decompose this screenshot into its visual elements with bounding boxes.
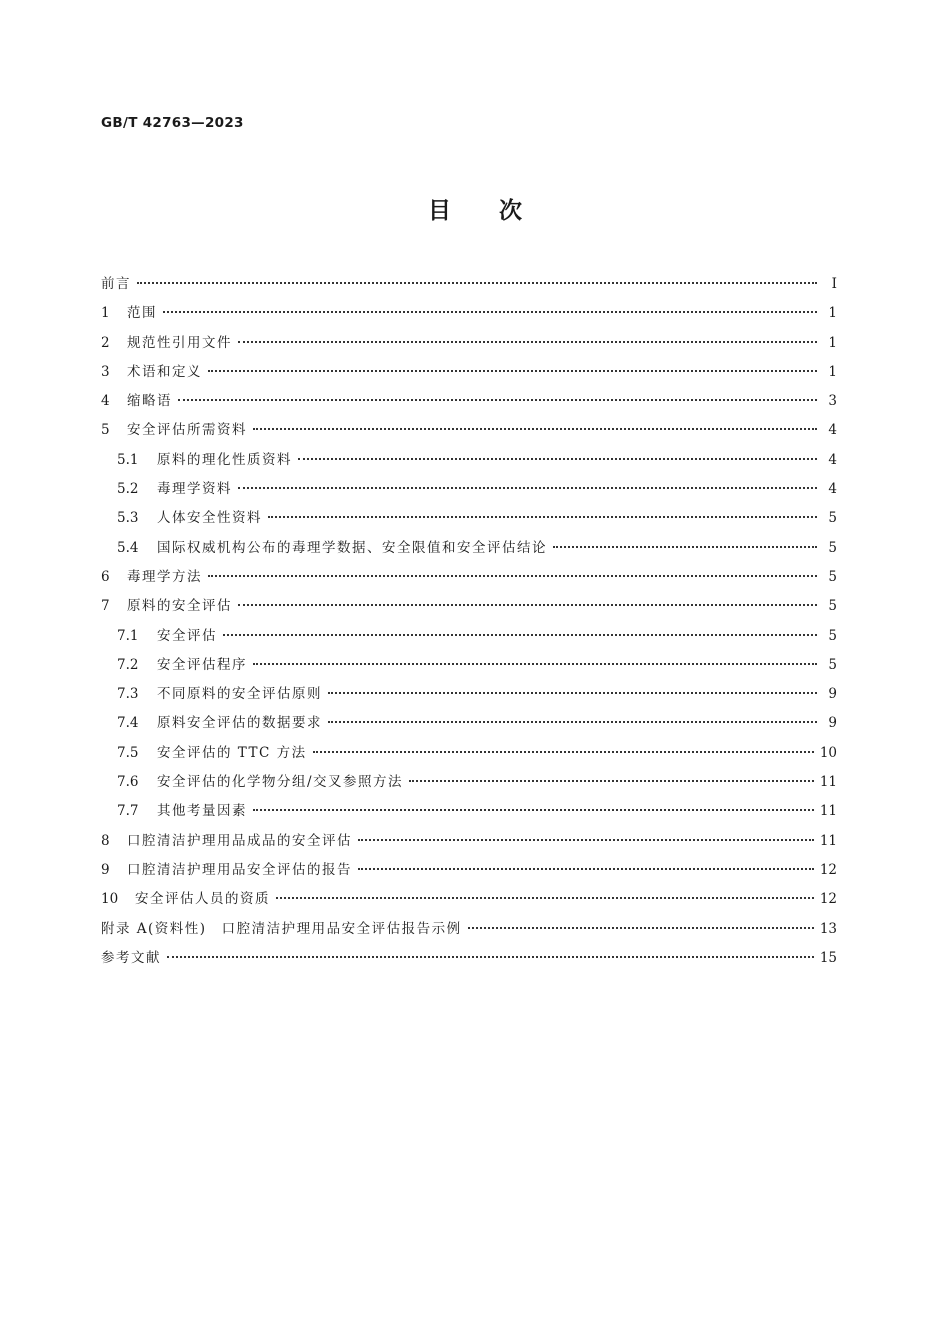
dot-leader	[409, 779, 814, 782]
toc-entry[interactable]	[101, 563, 837, 592]
toc-entry-label: 安全评估人员的资质	[135, 891, 270, 908]
toc-entry-label: 其他考量因素	[157, 803, 247, 820]
toc-entry[interactable]	[101, 739, 837, 768]
toc-entry-label: 安全评估的 TTC 方法	[157, 744, 307, 761]
toc-entry-number: 3	[101, 363, 110, 380]
toc-entry-number: 7.3	[117, 686, 139, 703]
toc-entry[interactable]	[101, 944, 837, 973]
toc-entry-label: 口腔清洁护理用品安全评估的报告	[127, 861, 352, 878]
toc-entry-page: 1	[828, 363, 837, 380]
toc-entry[interactable]	[101, 797, 837, 826]
toc-entry[interactable]	[101, 592, 837, 621]
toc-entry-label: 范围	[127, 305, 157, 322]
dot-leader	[253, 662, 817, 665]
toc-entry-number: 7.5	[117, 744, 139, 761]
toc-entry[interactable]	[101, 680, 837, 709]
toc-entry[interactable]	[101, 827, 837, 856]
dot-leader	[328, 720, 817, 723]
toc-entry-number: 4	[101, 393, 110, 410]
toc-entry-label: 口腔清洁护理用品成品的安全评估	[127, 832, 352, 849]
toc-entry-label: 国际权威机构公布的毒理学数据、安全限值和安全评估结论	[157, 539, 547, 556]
toc-entry-page: 5	[828, 656, 837, 673]
toc-entry-label: 毒理学方法	[127, 568, 202, 585]
toc-entry-label: 安全评估的化学物分组/交叉参照方法	[157, 774, 404, 791]
dot-leader	[223, 633, 817, 636]
toc-entry[interactable]	[101, 299, 837, 328]
toc-entry-number: 5.4	[117, 539, 139, 556]
toc-entry-page: 11	[819, 774, 837, 791]
toc-entry-label: 规范性引用文件	[127, 334, 232, 351]
page-title: 目次	[428, 198, 570, 224]
toc-entry-page: 4	[828, 451, 837, 468]
toc-entry-page: 9	[828, 715, 837, 732]
toc-entry-number: 1	[101, 305, 110, 322]
dot-leader	[238, 603, 817, 606]
toc-entry[interactable]	[101, 475, 837, 504]
dot-leader	[167, 955, 814, 958]
table-of-contents	[101, 270, 837, 973]
toc-entry-page: Ⅰ	[831, 276, 837, 292]
toc-entry-number: 7.1	[117, 627, 139, 644]
dot-leader	[178, 398, 817, 401]
toc-entry-label: 附录 A(资料性) 口腔清洁护理用品安全评估报告示例	[101, 920, 462, 937]
toc-entry-number: 9	[101, 861, 110, 878]
dot-leader	[238, 486, 817, 489]
toc-entry[interactable]	[101, 504, 837, 533]
dot-leader	[358, 838, 814, 841]
toc-entry[interactable]	[101, 915, 837, 944]
toc-entry[interactable]	[101, 358, 837, 387]
toc-entry[interactable]	[101, 416, 837, 445]
dot-leader	[208, 369, 817, 372]
dot-leader	[328, 691, 817, 694]
standard-number: GB/T 42763—2023	[101, 115, 244, 131]
toc-entry[interactable]	[101, 387, 837, 416]
dot-leader	[238, 340, 817, 343]
toc-entry-number: 5	[101, 422, 110, 439]
toc-entry-number: 7.4	[117, 715, 139, 732]
toc-entry-page: 3	[828, 393, 837, 410]
toc-entry-label: 原料的安全评估	[127, 598, 232, 615]
toc-entry-label: 毒理学资料	[157, 481, 232, 498]
toc-entry-label: 参考文献	[101, 949, 161, 966]
toc-entry[interactable]	[101, 885, 837, 914]
toc-entry[interactable]	[101, 534, 837, 563]
toc-entry-page: 5	[828, 510, 837, 527]
toc-entry-page: 5	[828, 627, 837, 644]
toc-entry-number: 6	[101, 568, 110, 585]
toc-entry-number: 2	[101, 334, 110, 351]
toc-entry-page: 1	[828, 334, 837, 351]
toc-entry-number: 7	[101, 598, 110, 615]
dot-leader	[298, 457, 817, 460]
toc-entry[interactable]	[101, 768, 837, 797]
toc-entry-page: 4	[828, 481, 837, 498]
toc-entry[interactable]	[101, 622, 837, 651]
toc-entry-page: 4	[828, 422, 837, 439]
toc-entry-page: 11	[819, 832, 837, 849]
toc-entry[interactable]	[101, 856, 837, 885]
dot-leader	[137, 281, 817, 284]
toc-entry-page: 12	[819, 861, 837, 878]
toc-entry-number: 5.3	[117, 510, 139, 527]
dot-leader	[553, 545, 817, 548]
toc-entry-number: 7.7	[117, 803, 139, 820]
dot-leader	[313, 750, 814, 753]
toc-entry-number: 10	[101, 891, 119, 908]
dot-leader	[358, 867, 814, 870]
toc-entry-label: 安全评估所需资料	[127, 422, 247, 439]
toc-entry-label: 原料安全评估的数据要求	[157, 715, 322, 732]
toc-entry[interactable]	[101, 270, 837, 299]
toc-entry[interactable]	[101, 329, 837, 358]
dot-leader	[208, 574, 817, 577]
toc-entry-page: 15	[819, 949, 837, 966]
toc-entry[interactable]	[101, 709, 837, 738]
toc-entry-label: 人体安全性资料	[157, 510, 262, 527]
toc-entry-label: 安全评估程序	[157, 656, 247, 673]
toc-entry-label: 不同原料的安全评估原则	[157, 686, 322, 703]
dot-leader	[253, 808, 814, 811]
toc-entry-number: 7.6	[117, 774, 139, 791]
toc-entry-page: 9	[828, 686, 837, 703]
toc-entry-page: 5	[828, 539, 837, 556]
toc-entry-number: 7.2	[117, 656, 139, 673]
dot-leader	[276, 896, 814, 899]
toc-entry-page: 13	[819, 920, 837, 937]
toc-entry-label: 安全评估	[157, 627, 217, 644]
toc-entry-page: 1	[828, 305, 837, 322]
toc-entry-label: 原料的理化性质资料	[157, 451, 292, 468]
dot-leader	[253, 427, 817, 430]
toc-entry-page: 12	[819, 891, 837, 908]
toc-entry-number: 8	[101, 832, 110, 849]
dot-leader	[268, 515, 817, 518]
toc-entry-page: 5	[828, 598, 837, 615]
toc-entry-page: 5	[828, 568, 837, 585]
toc-entry-label: 前言	[101, 276, 131, 292]
toc-entry[interactable]	[101, 446, 837, 475]
toc-entry-label: 缩略语	[127, 393, 172, 410]
toc-entry-page: 11	[819, 803, 837, 820]
toc-entry-number: 5.2	[117, 481, 139, 498]
dot-leader	[468, 926, 814, 929]
toc-entry-number: 5.1	[117, 451, 139, 468]
dot-leader	[163, 310, 817, 313]
toc-entry-page: 10	[819, 744, 837, 761]
toc-entry[interactable]	[101, 651, 837, 680]
toc-entry-label: 术语和定义	[127, 363, 202, 380]
